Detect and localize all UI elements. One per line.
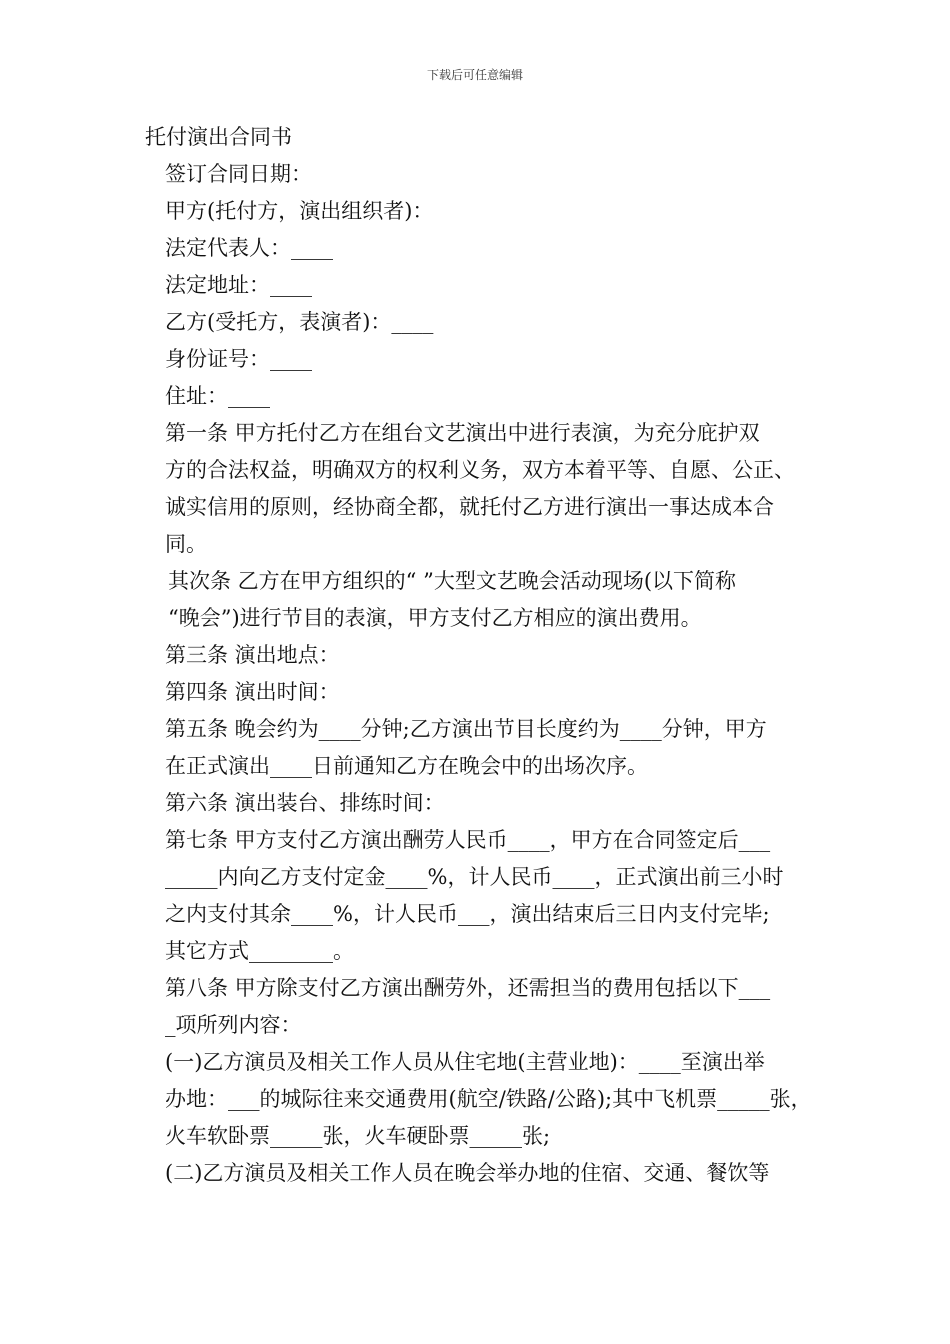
text-line: 第四条 演出时间： [165,680,340,704]
paragraph-legal-address [145,267,810,304]
clause-6 [145,785,810,822]
text-line: 火车软卧票_____张，火车硬卧票_____张; [165,1124,551,1148]
text-line: 乙方(受托方，表演者)：____ [165,310,434,334]
paragraph-sign-date [145,156,810,193]
text-line: 签订合同日期： [165,162,312,186]
text-line: 甲方(托付方，演出组织者)： [165,199,434,223]
text-line: 方的合法权益，明确双方的权利义务，双方本着平等、自愿、公正、 [165,458,795,482]
text-line: 法定地址：____ [165,273,312,297]
clause-7 [145,822,810,933]
paragraph-address [145,378,810,415]
paragraph-party-a [145,193,810,230]
clause-2 [145,563,810,637]
text-line: 身份证号：____ [165,347,312,371]
text-line: 在正式演出____日前通知乙方在晚会中的出场次序。 [165,754,648,778]
text-line: 诚实信用的原则，经协商全都，就托付乙方进行演出一事达成本合 [165,495,774,519]
text-line: (一)乙方演员及相关工作人员从住宅地(主营业地)：____至演出举 [165,1050,765,1074]
text-line: 同。 [165,532,207,556]
text-line: 第六条 演出装台、排练时间： [165,791,445,815]
text-line: 之内支付其余____%，计人民币___，演出结束后三日内支付完毕; [165,902,770,926]
text-line: “晚会”)进行节目的表演，甲方支付乙方相应的演出费用。 [168,606,702,630]
text-line: 住址：____ [165,384,270,408]
text-line: 第八条 甲方除支付乙方演出酬劳外，还需担当的费用包括以下___ [165,976,771,1000]
clause-1 [145,415,810,563]
text-line: 其它方式________。 [165,939,354,963]
clause-3 [145,637,810,674]
paragraph-id-number [145,341,810,378]
text-line: 第七条 甲方支付乙方演出酬劳人民币____，甲方在合同签定后___ [165,828,771,852]
text-line: 第三条 演出地点： [165,643,340,667]
paragraph-legal-representative [145,230,810,267]
clause-8-item-1 [145,1044,810,1155]
text-line: _项所列内容： [165,1013,302,1037]
page-header: 下载后可任意编辑 [426,68,523,82]
text-line: _____内向乙方支付定金____%，计人民币____，正式演出前三小时 [165,865,784,889]
clause-5 [145,711,810,785]
text-line: 法定代表人：____ [165,236,333,260]
text-line: 其次条 乙方在甲方组织的“ ”大型文艺晚会活动现场(以下简称 [168,569,737,593]
clause-4 [145,674,810,711]
document-body [145,156,810,1192]
paragraph-other-methods [145,933,810,970]
document-title: 托付演出合同书 [145,125,292,149]
paragraph-party-b [145,304,810,341]
clause-8-item-2 [145,1155,810,1192]
text-line: 第五条 晚会约为____分钟;乙方演出节目长度约为____分钟，甲方 [165,717,767,741]
clause-8 [145,970,810,1044]
text-line: (二)乙方演员及相关工作人员在晚会举办地的住宿、交通、餐饮等 [165,1161,770,1185]
text-line: 办地：___的城际往来交通费用(航空/铁路/公路);其中飞机票_____张， [165,1087,812,1111]
text-line: 第一条 甲方托付乙方在组台文艺演出中进行表演，为充分庇护双 [165,421,760,445]
